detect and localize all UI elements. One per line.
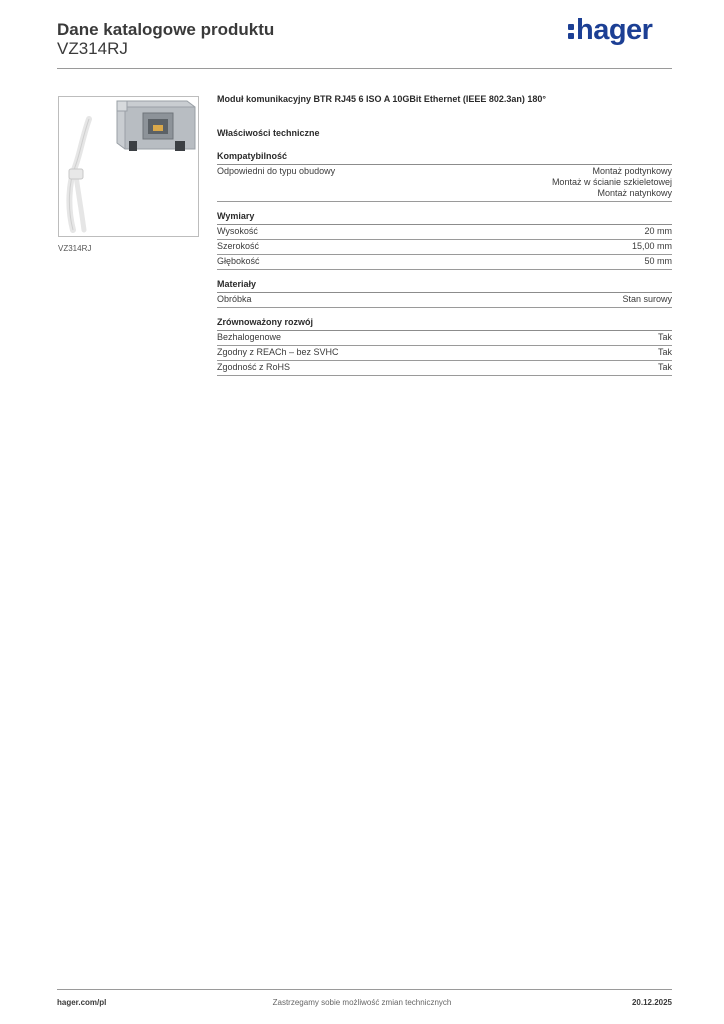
spec-row [217, 331, 672, 346]
specs-column [217, 94, 672, 376]
spec-label: Obróbka [217, 294, 252, 304]
spec-value [552, 166, 672, 199]
spec-label: Bezhalogenowe [217, 332, 282, 342]
spec-label: Wysokość [217, 226, 258, 236]
tech-heading: Właściwości techniczne [217, 128, 320, 138]
section-title: Zrównoważony rozwój [217, 317, 672, 331]
spec-value-line: Montaż natynkowy [597, 188, 672, 198]
footer-date: 20.12.2025 [631, 998, 672, 1007]
spec-label: Zgodność z RoHS [217, 362, 291, 372]
spec-value-line: Montaż podtynkowy [592, 166, 672, 176]
image-caption: VZ314RJ [58, 244, 92, 253]
section-title: Wymiary [217, 211, 672, 225]
page-title: Dane katalogowe produktu [57, 20, 275, 39]
spec-row [217, 255, 672, 270]
product-name: Moduł komunikacyjny BTR RJ45 6 ISO A 10GBit Ethernet (IEEE 802.3an) 180° [217, 94, 547, 104]
spec-value: Stan surowy [622, 294, 672, 304]
footer-notice: Zastrzegamy sobie możliwość zmian technicznych [272, 998, 452, 1007]
product-code: VZ314RJ [57, 39, 128, 58]
spec-value: 15,00 mm [631, 241, 672, 251]
spec-row [217, 225, 672, 240]
spec-label: Odpowiedni do typu obudowy [217, 166, 336, 176]
section-compatibility [217, 151, 672, 202]
spec-value-line: Montaż w ścianie szkieletowej [551, 177, 672, 187]
section-materials [217, 279, 672, 308]
spec-value: Tak [657, 362, 672, 372]
spec-row [217, 165, 672, 202]
footer-website-link[interactable]: hager.com/pl [57, 998, 107, 1007]
spec-row [217, 293, 672, 308]
logo-colon-icon [568, 22, 574, 40]
spec-label: Głębokość [217, 256, 260, 266]
header-divider [57, 68, 672, 69]
section-title: Materiały [217, 279, 672, 293]
footer-divider [57, 989, 672, 990]
logo-text: hager [576, 14, 653, 46]
product-illustration [59, 97, 199, 237]
section-sustainability [217, 317, 672, 376]
product-image [58, 96, 199, 237]
section-dimensions [217, 211, 672, 270]
spec-row [217, 361, 672, 376]
spec-row [217, 346, 672, 361]
spec-value: 50 mm [644, 256, 672, 266]
spec-value: Tak [657, 347, 672, 357]
spec-label: Zgodny z REACh – bez SVHC [217, 347, 339, 357]
section-title: Kompatybilność [217, 151, 672, 165]
hager-logo [568, 14, 652, 47]
spec-value: Tak [657, 332, 672, 342]
spec-label: Szerokość [217, 241, 260, 251]
spec-row [217, 240, 672, 255]
spec-value: 20 mm [644, 226, 672, 236]
